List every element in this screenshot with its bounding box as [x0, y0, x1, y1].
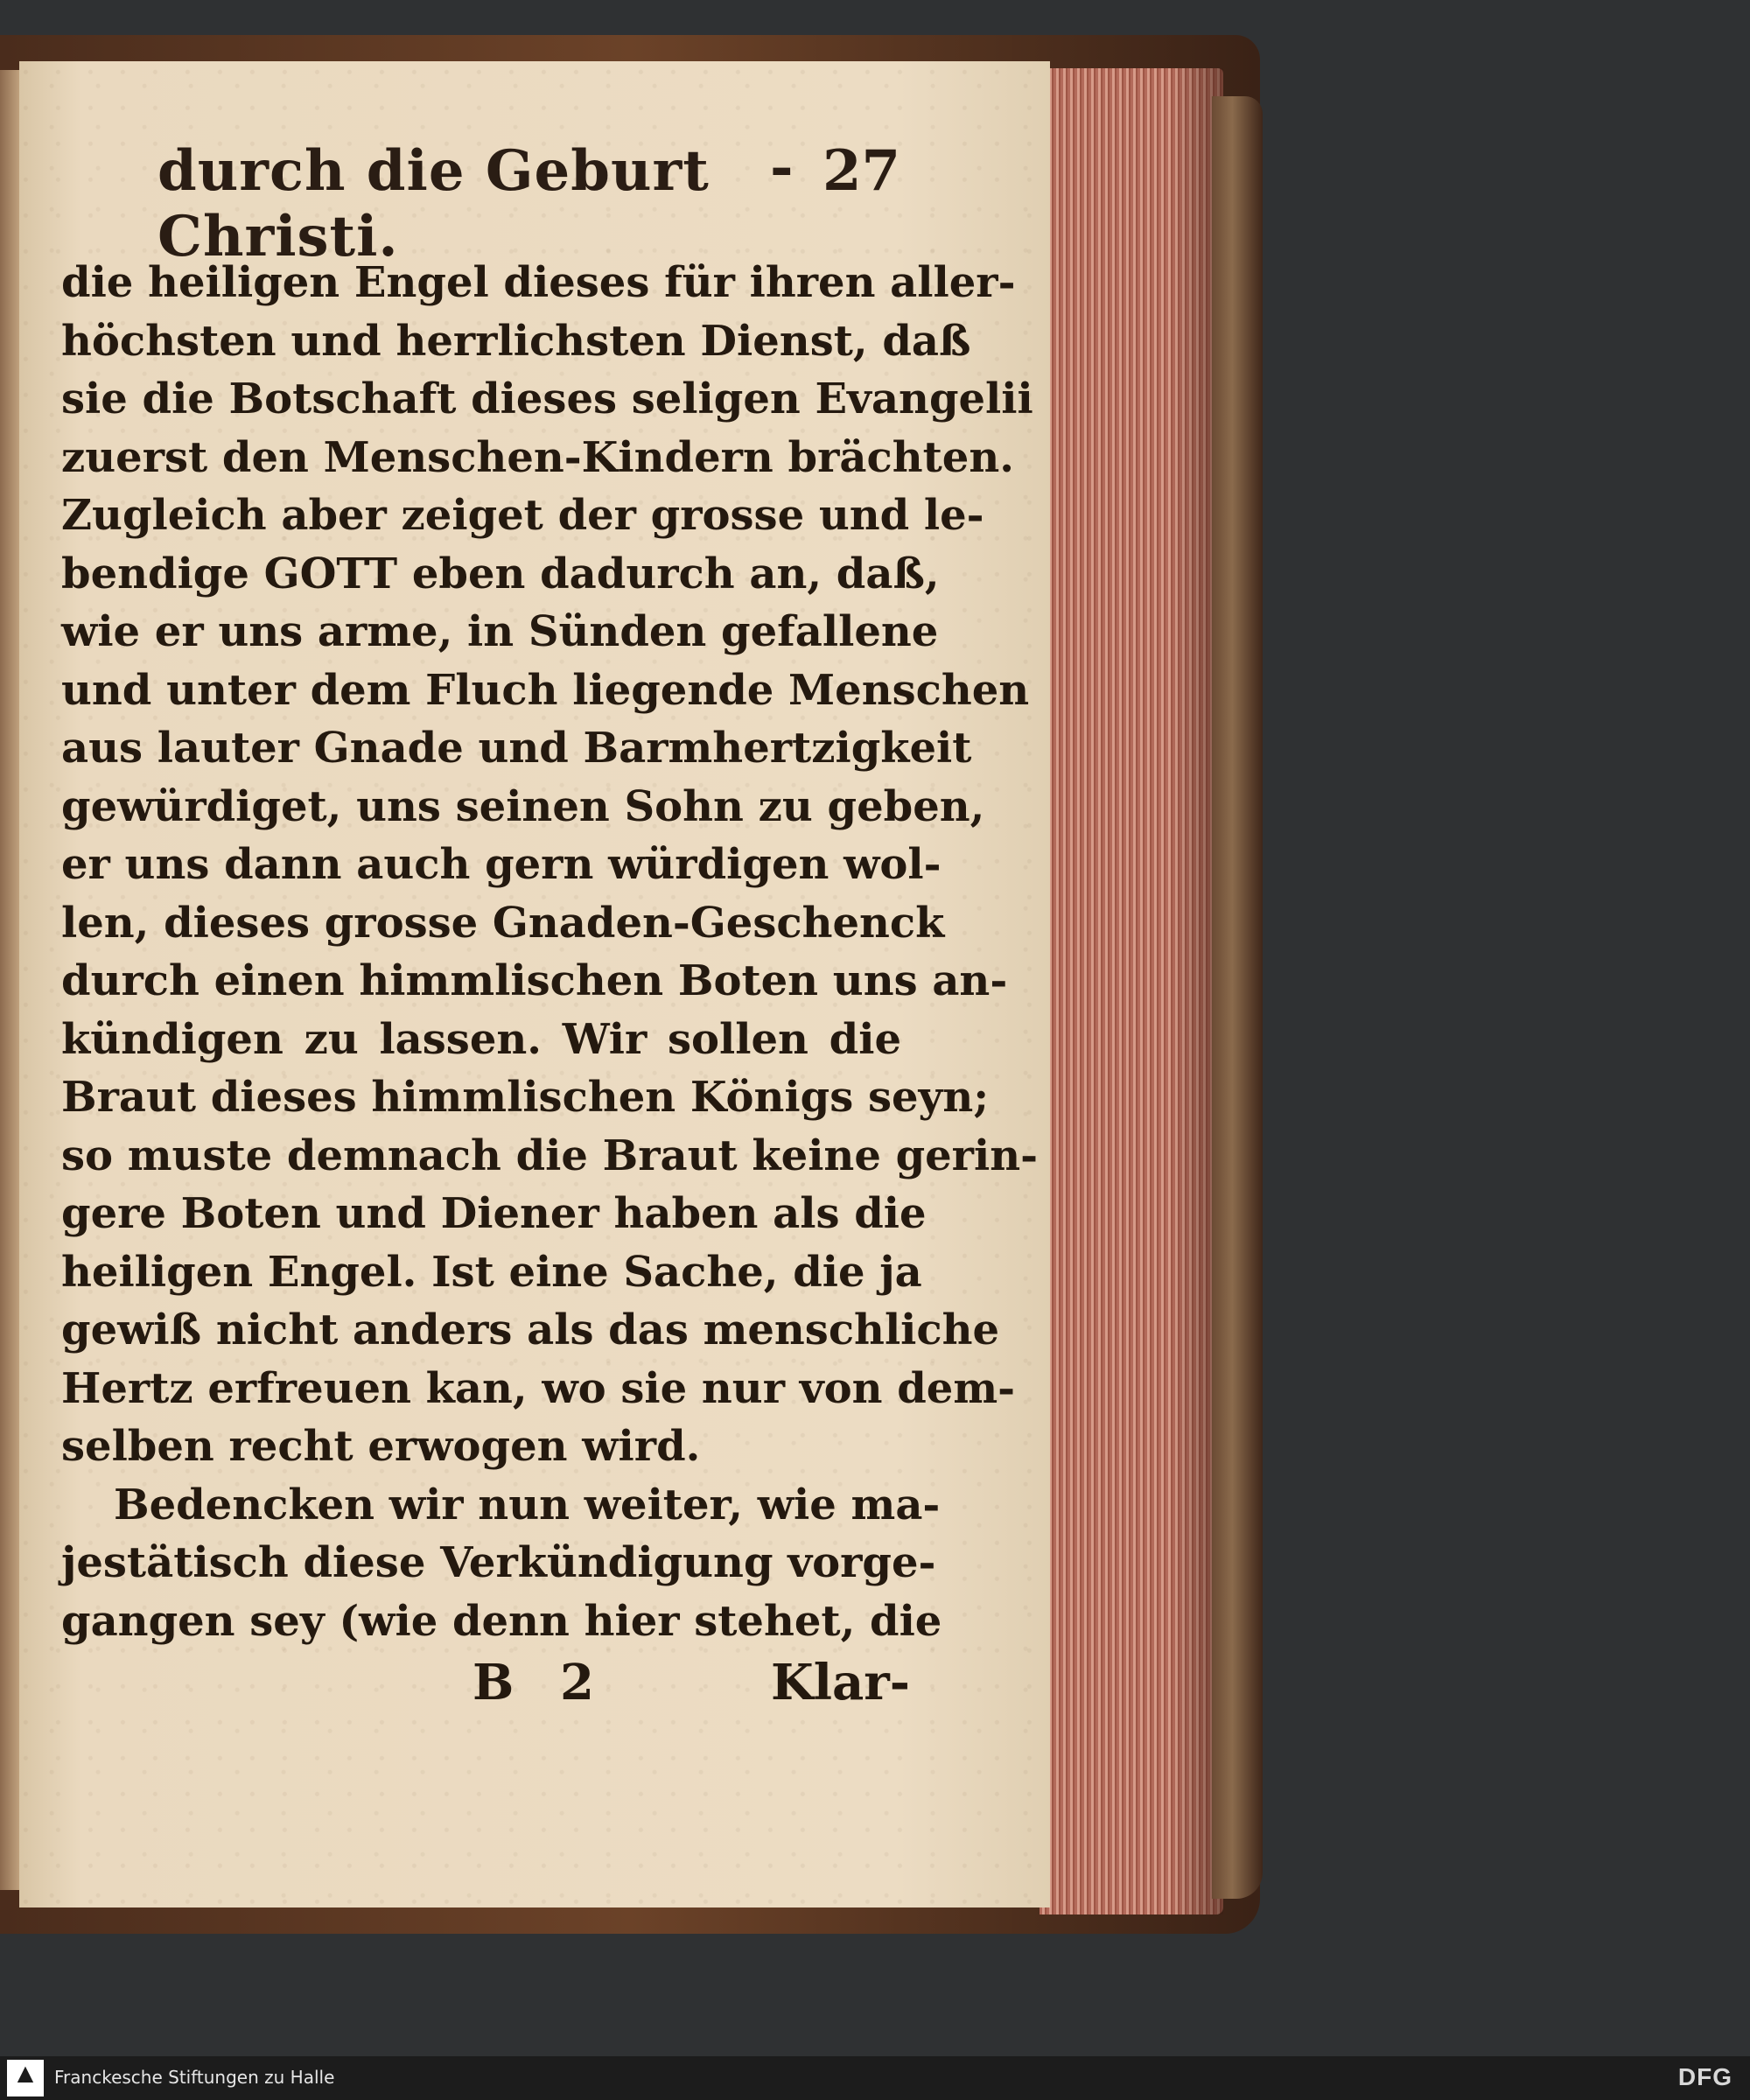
catchword: Klar- [771, 1654, 910, 1712]
text-line: Hertz erfreuen kan, wo sie nur von dem- [61, 1363, 1016, 1413]
text-line: heiligen Engel. Ist eine Sache, die ja [61, 1247, 922, 1297]
page-number: 27 [822, 138, 901, 204]
text-line: bendige GOTT eben dadurch an, daß, [61, 549, 940, 598]
text-line: sie die Botschaft dieses seligen Evangelii [61, 374, 1033, 424]
signature-letter: B [472, 1654, 514, 1712]
text-line: len, dieses grosse Gnaden-Geschenck [61, 898, 945, 948]
text-line: kündigen zu lassen. Wir sollen die [61, 1014, 901, 1064]
page-edges [1040, 68, 1223, 1914]
text-line: so muste demnach die Braut keine gerin- [61, 1130, 1039, 1180]
text-line: zuerst den Menschen-Kindern brächten. [61, 432, 1014, 482]
signature-number: 2 [560, 1654, 594, 1712]
text-line: gewiß nicht anders als das menschliche [61, 1306, 1000, 1354]
text-line: Zugleich aber zeiget der grosse und le- [61, 491, 984, 540]
text-line: gangen sey (wie denn hier stehet, die [61, 1596, 942, 1646]
text-line: er uns dann auch gern würdigen wol- [61, 840, 942, 889]
signature-line [472, 1654, 910, 1724]
running-head [158, 131, 910, 270]
institution-logo-icon[interactable]: ▲ [7, 2060, 44, 2096]
text-line: durch einen himmlischen Boten uns an- [61, 956, 1008, 1005]
viewer-footer [0, 2056, 1750, 2100]
text-line: selben recht erwogen wird. [61, 1422, 701, 1471]
text-line: und unter dem Fluch liegende Menschen [61, 665, 1030, 715]
text-line: höchsten und herrlichsten Dienst, daß [61, 316, 971, 366]
institution-name[interactable]: Franckesche Stiftungen zu Halle [54, 2067, 335, 2088]
running-head-title: durch die Geburt Christi. [158, 138, 710, 270]
text-line: aus lauter Gnade und Barmhertzigkeit [61, 724, 972, 773]
text-line: Bedencken wir nun weiter, wie ma- [114, 1480, 941, 1530]
body-text [61, 254, 1039, 1650]
book-board [1212, 96, 1263, 1899]
text-line: gere Boten und Diener haben als die [61, 1189, 927, 1238]
text-line: gewürdiget, uns seinen Sohn zu geben, [61, 781, 985, 831]
dfg-logo[interactable]: DFG [1677, 2063, 1732, 2090]
text-line: wie er uns arme, in Sünden gefallene [61, 607, 939, 656]
text-line: Braut dieses himmlischen Königs seyn; [61, 1073, 990, 1122]
text-line: die heiligen Engel dieses für ihren aller- [61, 258, 1016, 307]
running-head-dash: - [770, 135, 794, 200]
text-line: jestätisch diese Verkündigung vorge- [61, 1538, 936, 1587]
